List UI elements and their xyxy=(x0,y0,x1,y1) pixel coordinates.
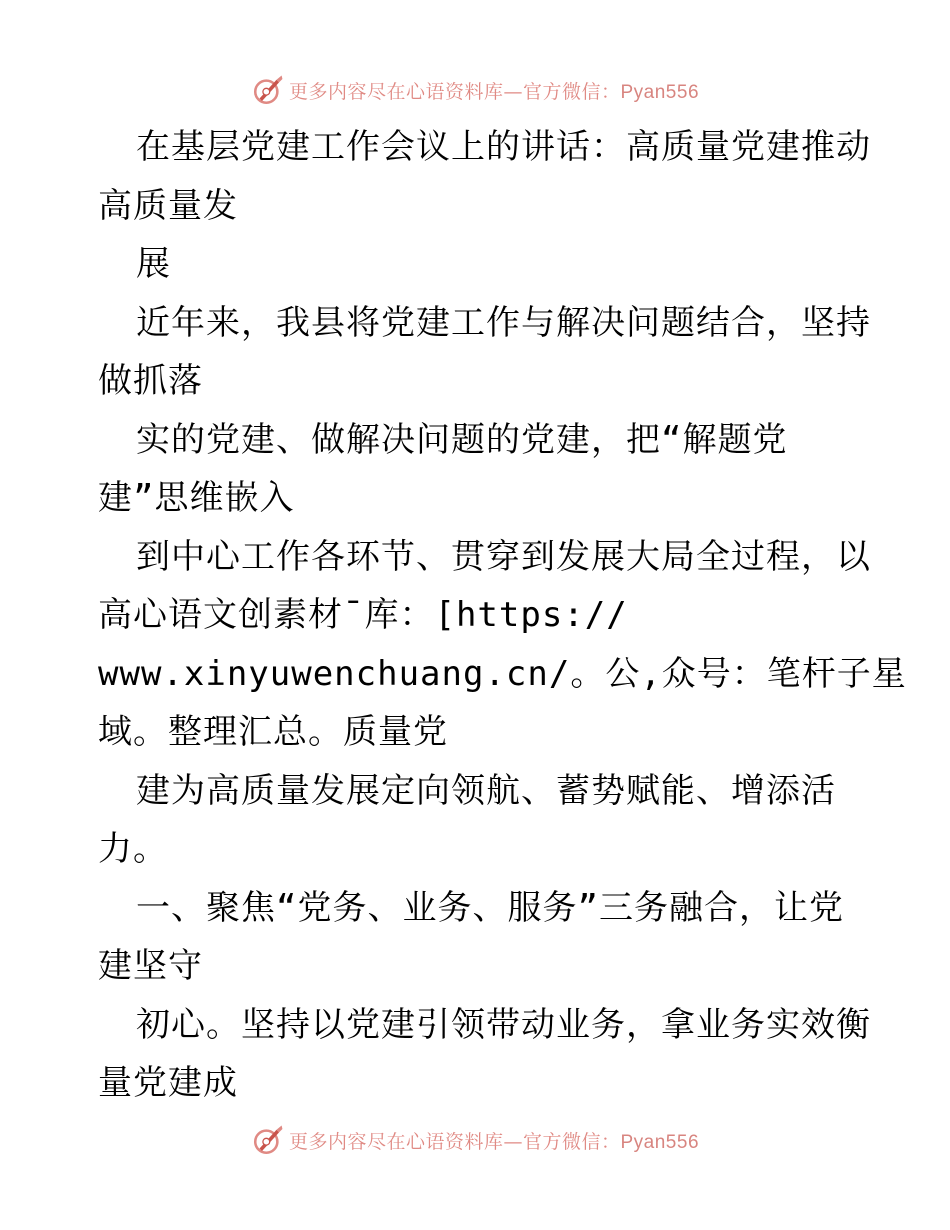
text-line: 近年来，我县将党建工作与解决问题结合，坚持 xyxy=(136,302,871,343)
text-line: 在基层党建工作会议上的讲话：高质量党建推动 xyxy=(136,127,871,167)
text-line: 做抓落 xyxy=(98,361,203,401)
quill-pen-logo-icon xyxy=(251,1123,285,1157)
text-line: 建”思维嵌入 xyxy=(98,478,295,518)
document-body xyxy=(98,118,907,1113)
text-line: 量党建成 xyxy=(98,1063,238,1103)
banner-text xyxy=(289,77,699,104)
footer-banner xyxy=(0,1120,950,1160)
text-line: 实的党建、做解决问题的党建，把“解题党 xyxy=(136,419,788,460)
text-line: 到中心工作各环节、贯穿到发展大局全过程，以 xyxy=(136,536,871,577)
wechat-id: Pyan556 xyxy=(620,81,700,103)
text-line: 力。 xyxy=(98,829,168,869)
header-banner xyxy=(0,70,950,110)
banner-text xyxy=(289,1127,699,1154)
text-line: 域。整理汇总。质量党 xyxy=(98,712,448,752)
text-line: 一、聚焦“党务、业务、服务”三务融合，让党 xyxy=(136,887,844,928)
text-line: 高心语文创素材¯库：[https:// xyxy=(98,595,628,635)
text-line: 建为高质量发展定向领航、蓄势赋能、增添活 xyxy=(136,770,836,811)
text-line: www.xinyuwenchuang.cn/。公,众号：笔杆子星 xyxy=(98,653,907,694)
text-line: 建坚守 xyxy=(98,946,203,986)
text-line: 初心。坚持以党建引领带动业务，拿业务实效衡 xyxy=(136,1004,871,1045)
quill-pen-logo-icon xyxy=(251,73,285,107)
banner-label: 更多内容尽在心语资料库—官方微信： xyxy=(288,80,621,103)
banner-label: 更多内容尽在心语资料库—官方微信： xyxy=(288,1130,621,1153)
wechat-id: Pyan556 xyxy=(620,1131,700,1153)
text-line: 展 xyxy=(136,244,171,284)
text-line: 高质量发 xyxy=(98,185,238,226)
